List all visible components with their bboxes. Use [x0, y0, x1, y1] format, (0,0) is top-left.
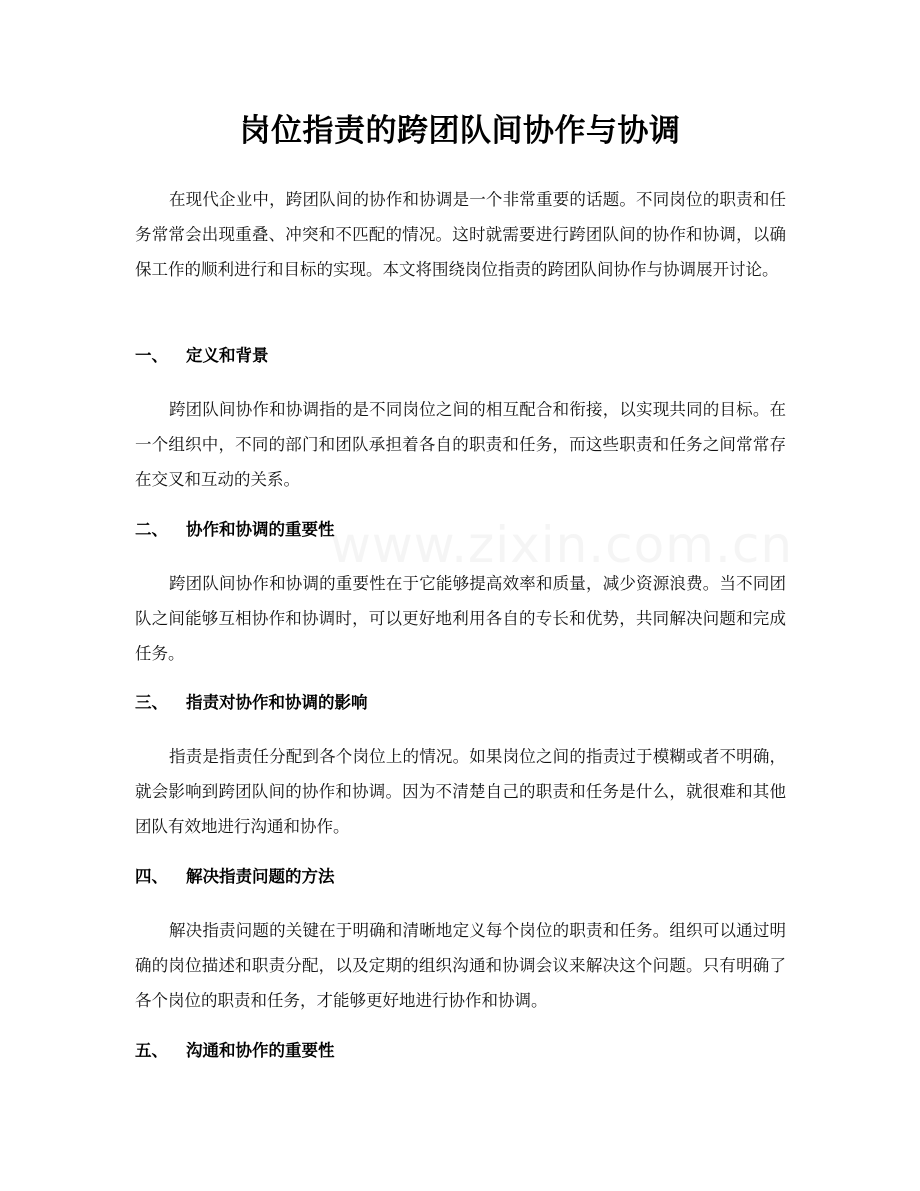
- section-heading-4: [135, 865, 786, 889]
- section-number: 二、: [135, 520, 168, 539]
- section-heading-1: [135, 344, 786, 368]
- section-title: 协作和协调的重要性: [186, 520, 335, 539]
- section-body-3: 指责是指责任分配到各个岗位上的情况。如果岗位之间的指责过于模糊或者不明确，就会影响到跨团队间的协作和协调。因为不清楚自己的职责和任务是什么，就很难和其他团队有效地进行沟通和协作。: [135, 747, 786, 836]
- intro-paragraph: 在现代企业中，跨团队间的协作和协调是一个非常重要的话题。不同岗位的职责和任务常常会出现重叠、冲突和不匹配的情况。这时就需要进行跨团队间的协作和协调，以确保工作的顺利进行和目标的实现。本文将围绕岗位指责的跨团队间协作与协调展开讨论。: [135, 190, 786, 279]
- section-title: 定义和背景: [186, 346, 269, 365]
- section-heading-5: [135, 1039, 786, 1063]
- section-heading-2: [135, 518, 786, 542]
- document-title: 岗位指责的跨团队间协作与协调: [239, 113, 681, 149]
- section-heading-3: [135, 691, 786, 715]
- section-number: 五、: [135, 1041, 168, 1060]
- section-number: 一、: [135, 346, 168, 365]
- section-number: 三、: [135, 693, 168, 712]
- section-body-1: 跨团队间协作和协调指的是不同岗位之间的相互配合和衔接，以实现共同的目标。在一个组织中，不同的部门和团队承担着各自的职责和任务，而这些职责和任务之间常常存在交叉和互动的关系。: [135, 400, 786, 489]
- section-body-4: 解决指责问题的关键在于明确和清晰地定义每个岗位的职责和任务。组织可以通过明确的岗位描述和职责分配，以及定期的组织沟通和协调会议来解决这个问题。只有明确了各个岗位的职责和任务，才能够更好地进行协作和协调。: [135, 921, 786, 1010]
- section-body-2: 跨团队间协作和协调的重要性在于它能够提高效率和质量，减少资源浪费。当不同团队之间能够互相协作和协调时，可以更好地利用各自的专长和优势，共同解决问题和完成任务。: [135, 574, 786, 663]
- section-title: 沟通和协作的重要性: [186, 1041, 335, 1060]
- watermark: www.zixin.com.cn: [330, 516, 794, 574]
- section-title: 指责对协作和协调的影响: [186, 693, 368, 712]
- section-title: 解决指责问题的方法: [186, 867, 335, 886]
- section-number: 四、: [135, 867, 168, 886]
